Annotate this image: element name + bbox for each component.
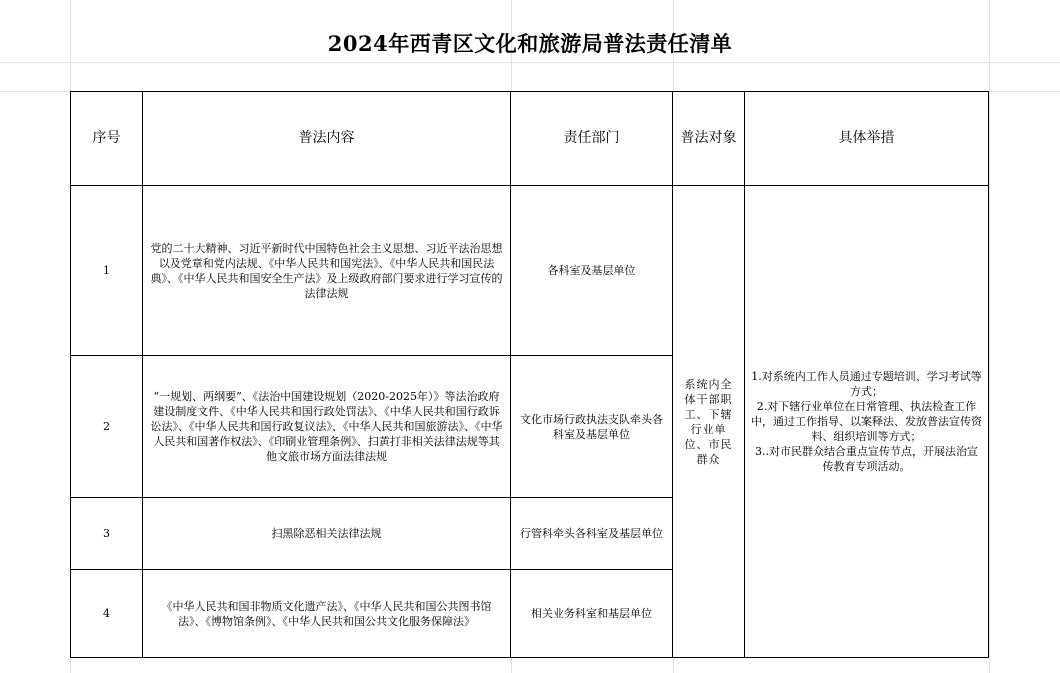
row-content: “一规划、两纲要”、《法治中国建设规划（2020-2025年）》等法治政府建设制度文件、《中华人民共和国行政处罚法》、《中华人民共和国行政诉讼法》、《中华人民共和国行政复议法》、《中华人民共和国旅游法》、《中华人民共和国著作权法》、《印刷业管理条例》、扫黄打非相关法律法规等其他文旅市场方面法律法规 [143,356,511,498]
measure-item: 2.对下辖行业单位在日常管理、执法检查工作中，通过工作指导、以案释法、发放普法宣传资料、组织培训等方式； [751,400,982,443]
header-index: 序号 [71,92,143,186]
responsibility-table [70,91,989,658]
row-content: 扫黑除恶相关法律法规 [143,498,511,570]
header-row [71,92,989,186]
row-index: 1 [71,186,143,356]
row-department: 行管科牵头各科室及基层单位 [511,498,673,570]
gridline [0,62,1060,63]
row-index: 4 [71,570,143,658]
gridline [989,0,990,673]
table-row [71,186,989,356]
header-department: 责任部门 [511,92,673,186]
measure-item: 3..对市民群众结合重点宣传节点，开展法治宣传教育专项活动。 [755,445,978,473]
row-department: 相关业务科室和基层单位 [511,570,673,658]
row-content: 党的二十大精神、习近平新时代中国特色社会主义思想、习近平法治思想以及党章和党内法规、《中华人民共和国宪法》、《中华人民共和国民法典》、《中华人民共和国安全生产法》及上级政府部门要求进行学习宣传的法律法规 [143,186,511,356]
header-targets: 普法对象 [673,92,745,186]
measure-item: 1.对系统内工作人员通过专题培训、学习考试等方式； [751,370,982,398]
header-content: 普法内容 [143,92,511,186]
row-department: 各科室及基层单位 [511,186,673,356]
row-department: 文化市场行政执法支队牵头各科室及基层单位 [511,356,673,498]
page-title: 2024年西青区文化和旅游局普法责任清单 [327,31,733,56]
row-content: 《中华人民共和国非物质文化遗产法》、《中华人民共和国公共图书馆法》、《博物馆条例》、《中华人民共和国公共文化服务保障法》 [143,570,511,658]
row-index: 3 [71,498,143,570]
header-measures: 具体举措 [745,92,989,186]
row-index: 2 [71,356,143,498]
measures-cell [745,186,989,658]
targets-cell: 系统内全体干部职工、下辖行业单位、市民群众 [673,186,745,658]
